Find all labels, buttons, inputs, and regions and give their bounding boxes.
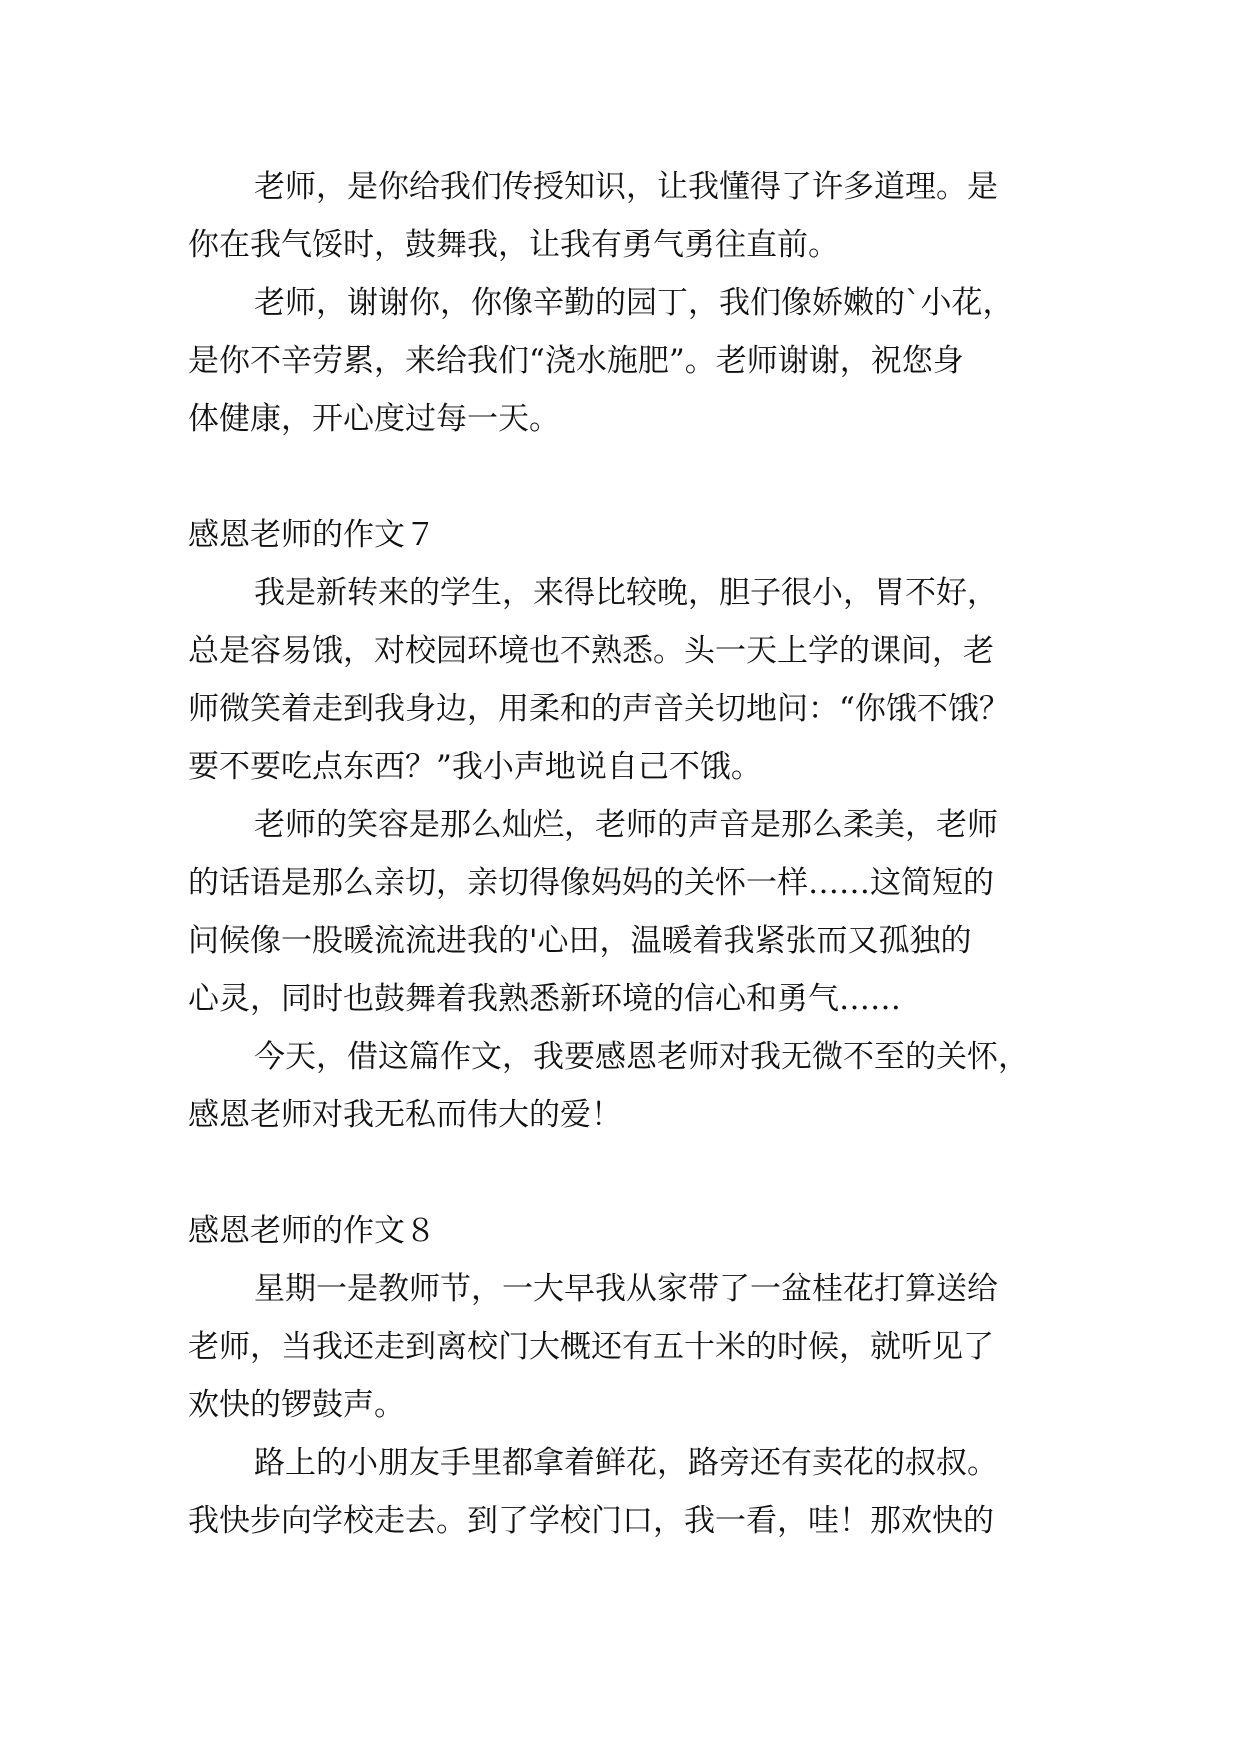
paragraph-line: 欢快的锣鼓声。 (188, 1387, 405, 1423)
section-heading: 感恩老师的作文８ (188, 1213, 436, 1249)
paragraph-line: 问候像一股暖流流进我的'心田，温暖着我紧张而又孤独的 (188, 923, 972, 959)
paragraph-line: 是你不辛劳累，来给我们“浇水施肥”。老师谢谢，祝您身 (188, 343, 964, 379)
paragraph-line: 总是容易饿，对校园环境也不熟悉。头一天上学的课间，老 (188, 633, 994, 669)
section-heading: 感恩老师的作文７ (188, 517, 436, 553)
paragraph-line: 师微笑着走到我身边，用柔和的声音关切地问：“你饿不饿？ (188, 691, 1010, 727)
paragraph-line: 老师，当我还走到离校门大概还有五十米的时候，就听见了 (188, 1329, 994, 1365)
paragraph-line: 的话语是那么亲切，亲切得像妈妈的关怀一样……这简短的 (188, 865, 994, 901)
paragraph-line: 我是新转来的学生，来得比较晚，胆子很小，胃不好， (254, 575, 998, 611)
paragraph-line: 感恩老师对我无私而伟大的爱！ (188, 1097, 622, 1133)
paragraph-line: 星期一是教师节，一大早我从家带了一盆桂花打算送给 (254, 1271, 998, 1307)
paragraph-line: 老师，是你给我们传授知识，让我懂得了许多道理。是 (254, 169, 998, 205)
paragraph-line: 老师，谢谢你，你像辛勤的园丁，我们像娇嫩的`小花， (254, 285, 1014, 321)
paragraph-line: 今天，借这篇作文，我要感恩老师对我无微不至的关怀， (254, 1039, 1029, 1075)
paragraph-line: 心灵，同时也鼓舞着我熟悉新环境的信心和勇气…… (188, 981, 901, 1017)
paragraph-line: 路上的小朋友手里都拿着鲜花，路旁还有卖花的叔叔。 (254, 1445, 998, 1481)
paragraph-line: 你在我气馁时，鼓舞我，让我有勇气勇往直前。 (188, 227, 839, 263)
paragraph-line: 老师的笑容是那么灿烂，老师的声音是那么柔美，老师 (254, 807, 998, 843)
paragraph-line: 要不要吃点东西？”我小声地说自己不饿。 (188, 749, 762, 785)
paragraph-line: 体健康，开心度过每一天。 (188, 401, 560, 437)
paragraph-line: 我快步向学校走去。到了学校门口，我一看，哇！那欢快的 (188, 1503, 994, 1539)
